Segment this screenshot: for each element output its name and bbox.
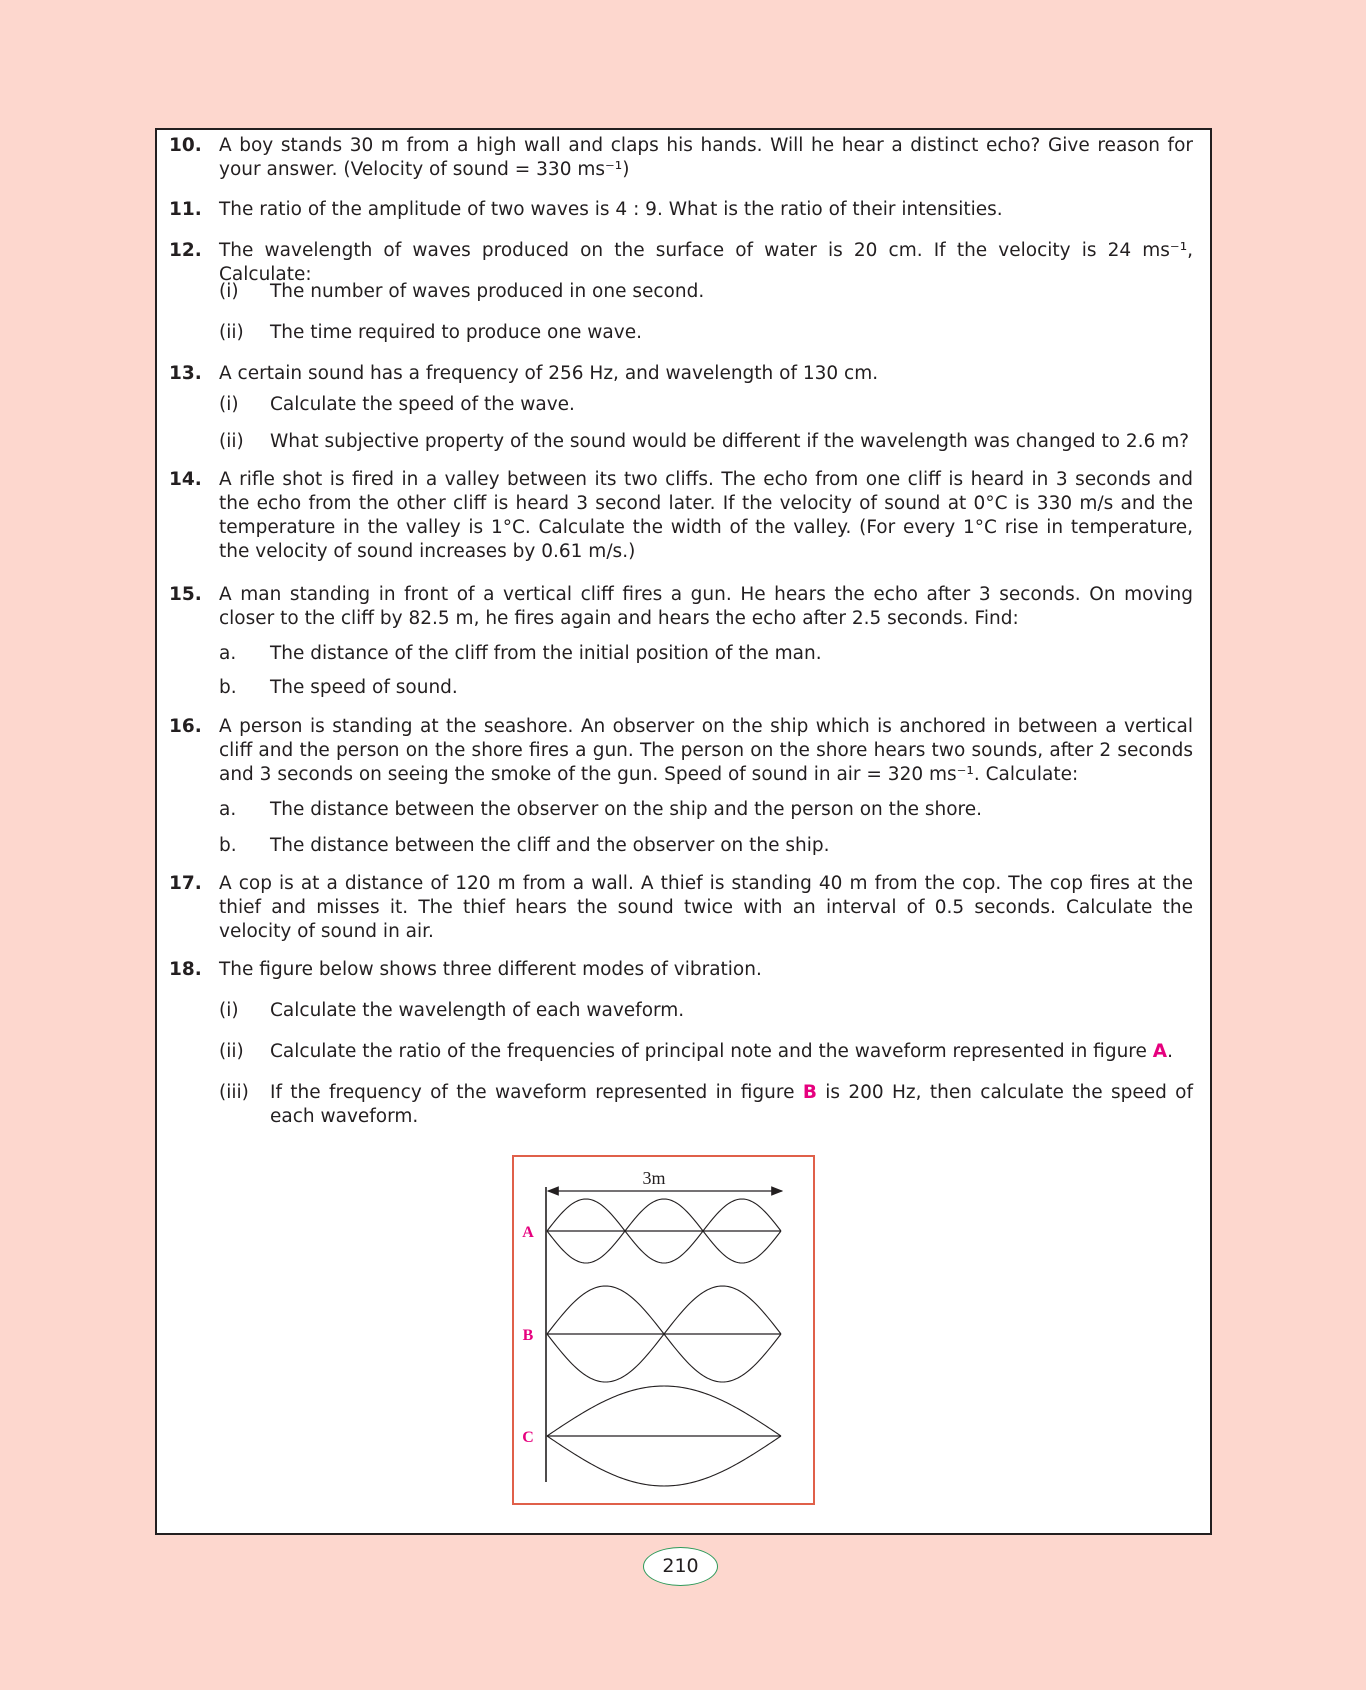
question-text xyxy=(270,321,1193,345)
question-number: (iii) xyxy=(219,1082,249,1103)
question-text xyxy=(219,715,1193,787)
mode-label: C xyxy=(522,1429,534,1446)
sub-question xyxy=(169,798,1193,822)
text-part: The distance between the cliff and the observer on the ship. xyxy=(270,835,830,856)
text-part: A person is standing at the seashore. An observer on the ship which is anchored in between a vertical cliff and the person on the shore fires a gun. The person on the shore hears two sounds, after 2 seconds and 3 seconds on seeing the smoke of the gun. Speed of sound in air = 320 ms⁻¹. Calculate: xyxy=(219,716,1193,785)
mode-label: B xyxy=(522,1327,534,1344)
sub-question xyxy=(169,1040,1193,1064)
question-text xyxy=(270,280,1193,304)
question-number: 14. xyxy=(169,469,202,490)
text-part: The speed of sound. xyxy=(270,677,458,698)
question-text xyxy=(219,583,1193,631)
page-number: 210 xyxy=(643,1547,718,1586)
text-part: The wavelength of waves produced on the surface of water is 20 cm. If the velocity is 24 ms⁻¹, Calculate: xyxy=(219,240,1193,285)
question-number: 10. xyxy=(169,135,202,156)
text-part: The distance between the observer on the ship and the person on the shore. xyxy=(270,799,983,820)
text-part: What subjective property of the sound would be different if the wavelength was changed to 2.6 m? xyxy=(270,431,1190,452)
question-text xyxy=(219,872,1193,944)
question xyxy=(169,362,1193,386)
wave-envelope xyxy=(547,1334,781,1382)
question xyxy=(169,715,1193,787)
question-text xyxy=(270,642,1193,666)
text-part: If the frequency of the waveform represented in figure xyxy=(270,1082,803,1103)
question xyxy=(169,958,1193,982)
question-text xyxy=(270,393,1193,417)
question-number: (i) xyxy=(219,281,239,302)
wave-envelope xyxy=(547,1286,781,1334)
question-text xyxy=(219,362,1193,386)
question-text xyxy=(270,676,1193,700)
question-number: 15. xyxy=(169,584,202,605)
question-number: 13. xyxy=(169,363,202,384)
figure-reference: A xyxy=(1152,1041,1168,1062)
sub-question xyxy=(169,834,1193,858)
text-part: A certain sound has a frequency of 256 Hz, and wavelength of 130 cm. xyxy=(219,363,879,384)
text-part: . xyxy=(1167,1041,1173,1062)
text-part: The number of waves produced in one second. xyxy=(270,281,705,302)
sub-question xyxy=(169,1081,1193,1129)
wave-envelope xyxy=(547,1386,781,1436)
question-number: 11. xyxy=(169,199,202,220)
question-text xyxy=(270,1040,1193,1064)
sub-question xyxy=(169,642,1193,666)
question-number: b. xyxy=(219,835,237,856)
sub-question xyxy=(169,999,1193,1023)
question-text xyxy=(219,468,1193,564)
question xyxy=(169,198,1193,222)
text-part: A man standing in front of a vertical cliff fires a gun. He hears the echo after 3 seconds. On moving closer to the cliff by 82.5 m, he fires again and hears the echo after 2.5 seconds. Find: xyxy=(219,584,1193,629)
question-number: b. xyxy=(219,677,237,698)
text-part: The time required to produce one wave. xyxy=(270,322,642,343)
question-text xyxy=(219,958,1193,982)
mode-label: A xyxy=(522,1224,534,1241)
question-number: a. xyxy=(219,643,237,664)
question-text xyxy=(270,1081,1193,1129)
question xyxy=(169,872,1193,944)
vibration-modes-figure xyxy=(512,1155,815,1505)
question-number: a. xyxy=(219,799,237,820)
question-text xyxy=(219,134,1193,182)
text-part: Calculate the speed of the wave. xyxy=(270,394,575,415)
sub-question xyxy=(169,321,1193,345)
question-number: (i) xyxy=(219,1000,239,1021)
question-text xyxy=(219,198,1193,222)
question xyxy=(169,468,1193,564)
text-part: The ratio of the amplitude of two waves is 4 : 9. What is the ratio of their intensities. xyxy=(219,199,1003,220)
question-number: 18. xyxy=(169,959,202,980)
text-part: Calculate the ratio of the frequencies of principal note and the waveform represented in figure xyxy=(270,1041,1153,1062)
text-part: The distance of the cliff from the initial position of the man. xyxy=(270,643,822,664)
sub-question xyxy=(169,676,1193,700)
question-text xyxy=(270,999,1193,1023)
question-number: 12. xyxy=(169,240,202,261)
question-number: (i) xyxy=(219,394,239,415)
vibration-diagram xyxy=(514,1157,813,1503)
length-label: 3m xyxy=(642,1168,666,1188)
text-part: Calculate the wavelength of each waveform. xyxy=(270,1000,685,1021)
wave-envelope xyxy=(547,1199,781,1231)
figure-reference: B xyxy=(802,1082,817,1103)
text-part: The figure below shows three different modes of vibration. xyxy=(219,959,762,980)
question xyxy=(169,583,1193,631)
text-part: A cop is at a distance of 120 m from a wall. A thief is standing 40 m from the cop. The cop fires at the thief and misses it. The thief hears the sound twice with an interval of 0.5 seconds. Calculate the velocity of sound in air. xyxy=(219,873,1193,942)
question-text xyxy=(270,798,1193,822)
wave-envelope xyxy=(547,1231,781,1263)
question-text xyxy=(270,834,1193,858)
question xyxy=(169,134,1193,182)
text-part: is 200 Hz, then calculate the speed of each waveform. xyxy=(270,1082,1193,1127)
question-text xyxy=(270,430,1193,454)
question-number: (ii) xyxy=(219,322,244,343)
wave-envelope xyxy=(547,1436,781,1486)
question-number: 17. xyxy=(169,873,202,894)
text-part: A rifle shot is fired in a valley between its two cliffs. The echo from one cliff is heard in 3 seconds and the echo from the other cliff is heard 3 second later. If the velocity of sound at 0°C is 330 m/s and the temperature in the valley is 1°C. Calculate the width of the valley. (For every 1°C rise in temperature, the velocity of sound increases by 0.61 m/s.) xyxy=(219,469,1193,562)
sub-question xyxy=(169,280,1193,304)
question-number: (ii) xyxy=(219,1041,244,1062)
question-number: 16. xyxy=(169,716,202,737)
text-part: A boy stands 30 m from a high wall and claps his hands. Will he hear a distinct echo? Give reason for your answer. (Velocity of sound = 330 ms⁻¹) xyxy=(219,135,1193,180)
question-number: (ii) xyxy=(219,431,244,452)
sub-question xyxy=(169,430,1193,454)
sub-question xyxy=(169,393,1193,417)
